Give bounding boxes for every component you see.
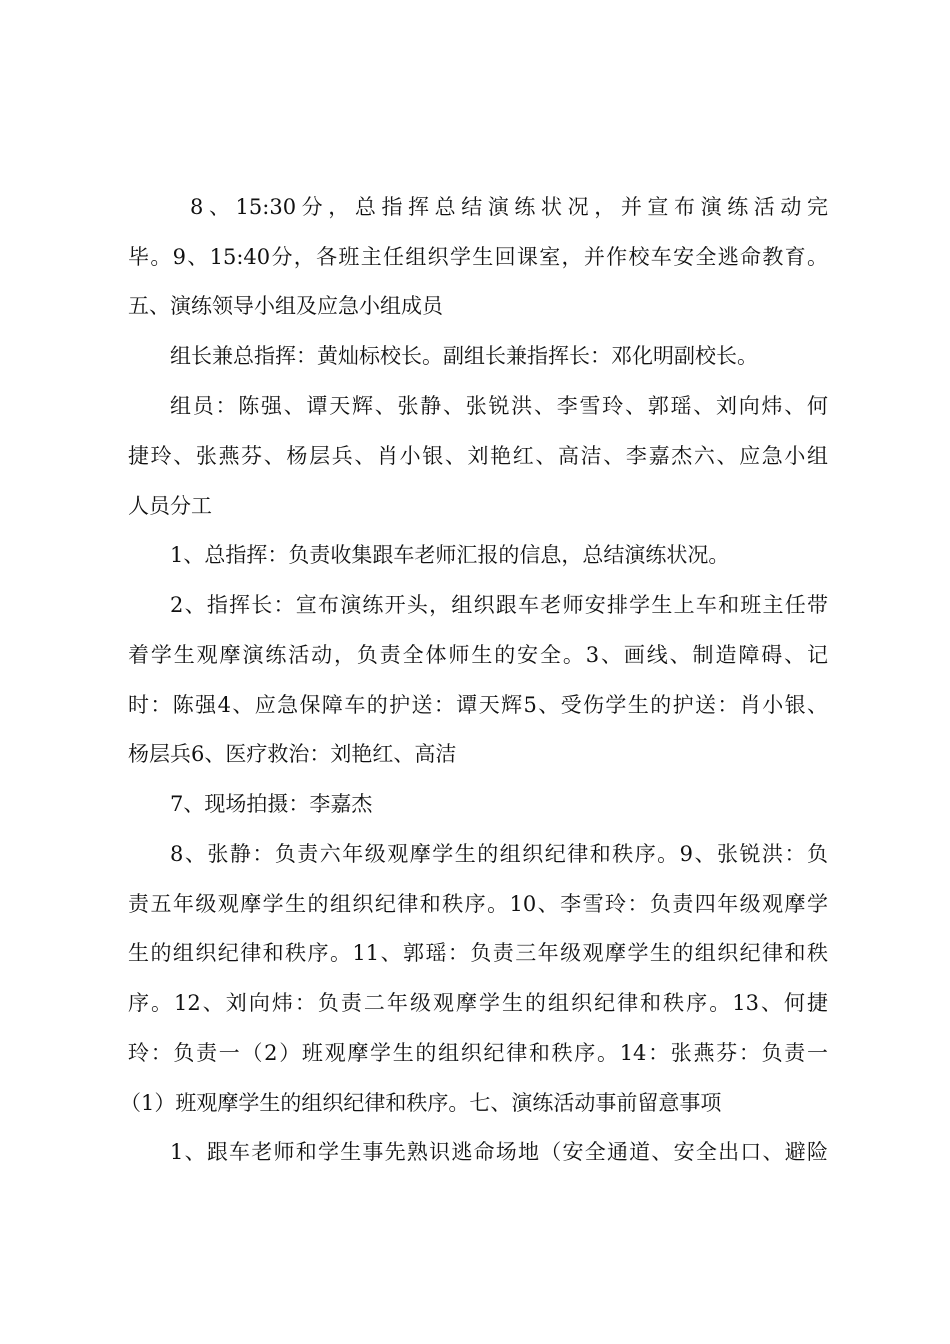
text-line: 组员：陈强、谭天辉、张静、张锐洪、李雪玲、郭瑶、刘向炜、何 (170, 394, 828, 418)
text-line: 序。12、刘向炜：负责二年级观摩学生的组织纪律和秩序。13、何捷 (128, 991, 828, 1015)
text-line: 捷玲、张燕芬、杨层兵、肖小银、刘艳红、高洁、李嘉杰六、应急小组 (128, 444, 828, 468)
text-line: 8、15:30分，总指挥总结演练状况，并宣布演练活动完 (190, 195, 828, 219)
text-line: 责五年级观摩学生的组织纪律和秩序。10、李雪玲：负责四年级观摩学 (128, 892, 828, 916)
text-line: 人员分工 (128, 494, 212, 518)
text-line: 毕。9、15:40分，各班主任组织学生回课室，并作校车安全逃命教育。 (128, 245, 828, 269)
text-line: 8、张静：负责六年级观摩学生的组织纪律和秩序。9、张锐洪：负 (170, 842, 828, 866)
text-line: 1、跟车老师和学生事先熟识逃命场地（安全通道、安全出口、避险 (170, 1140, 828, 1164)
section-heading: 五、演练领导小组及应急小组成员 (128, 294, 443, 318)
text-line: 生的组织纪律和秩序。11、郭瑶：负责三年级观摩学生的组织纪律和秩 (128, 941, 828, 965)
text-line: 7、现场拍摄：李嘉杰 (170, 792, 373, 816)
text-line: 1、总指挥：负责收集跟车老师汇报的信息，总结演练状况。 (170, 543, 730, 567)
text-line: 时：陈强4、应急保障车的护送：谭天辉5、受伤学生的护送：肖小银、 (128, 693, 828, 717)
text-line: 2、指挥长：宣布演练开头，组织跟车老师安排学生上车和班主任带 (170, 593, 828, 617)
text-line: 组长兼总指挥：黄灿标校长。副组长兼指挥长：邓化明副校长。 (170, 344, 758, 368)
text-line: 玲：负责一（2）班观摩学生的组织纪律和秩序。14：张燕芬：负责一 (128, 1041, 828, 1065)
text-line: 杨层兵6、医疗救治：刘艳红、高洁 (128, 742, 457, 766)
text-line: 着学生观摩演练活动，负责全体师生的安全。3、画线、制造障碍、记 (128, 643, 828, 667)
text-line: （1）班观摩学生的组织纪律和秩序。七、演练活动事前留意事项 (120, 1091, 722, 1115)
